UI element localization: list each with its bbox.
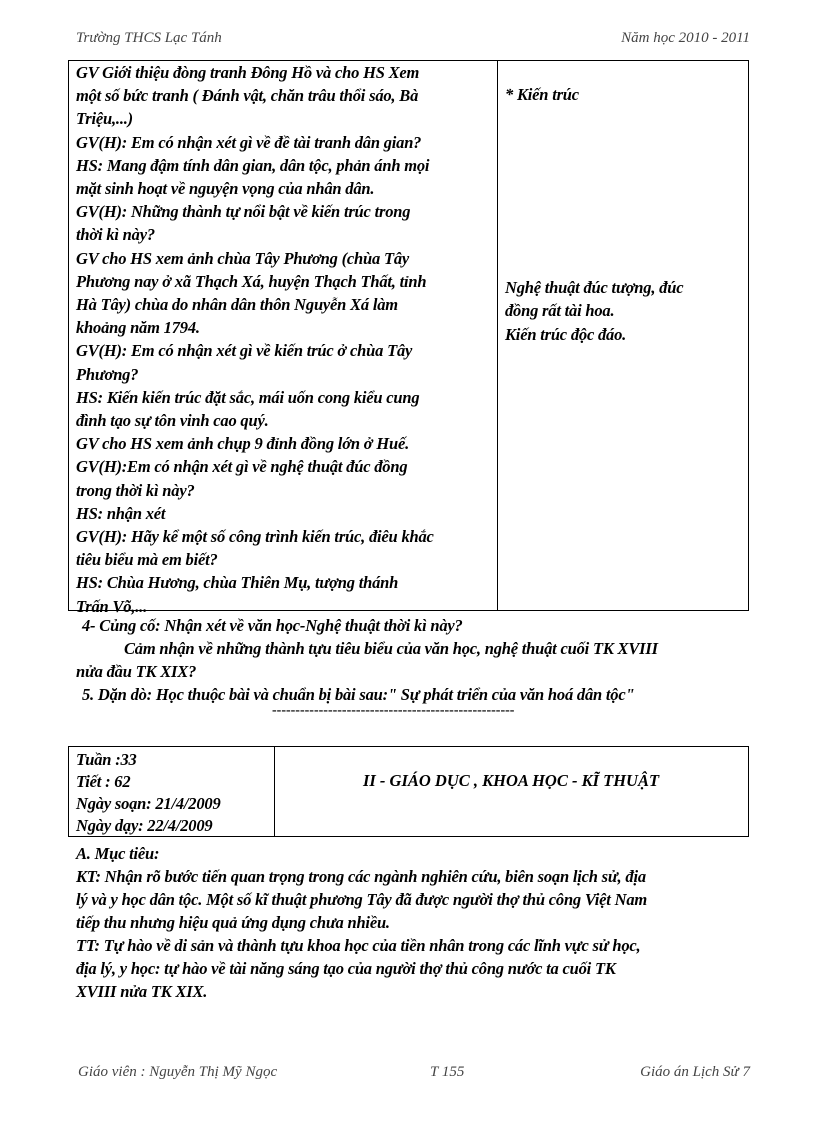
note-line: đồng rất tài hoa.: [505, 301, 615, 321]
activity-left-column: [76, 61, 496, 618]
lesson-info-divider: [274, 747, 275, 836]
activity-line: Phương?: [76, 364, 139, 384]
activity-line: khoảng năm 1794.: [76, 318, 200, 338]
consolidation-section: [76, 614, 756, 706]
activity-line: một số bức tranh ( Đánh vật, chăn trâu thổi sáo, Bà: [76, 86, 419, 106]
lesson-info-left: [76, 749, 221, 837]
activity-line: GV Giới thiệu đòng tranh Đông Hồ và cho HS Xem: [76, 63, 420, 82]
objective-line: tiếp thu nhưng hiệu quả ứng dụng chưa nhiều.: [76, 913, 390, 932]
lesson-info-table: [68, 746, 749, 837]
right-heading-architecture: * Kiến trúc: [505, 85, 579, 104]
footer-subject: Giáo án Lịch Sử 7: [640, 1064, 750, 1080]
lesson-period: Tiết : 62: [76, 772, 131, 791]
objective-line: KT: Nhận rõ bước tiến quan trọng trong các ngành nghiên cứu, biên soạn lịch sử, địa: [76, 867, 646, 886]
activity-line: GV cho HS xem ảnh chùa Tây Phương (chùa Tây: [76, 248, 409, 268]
objectives-section: [76, 842, 756, 1003]
activity-line: GV(H): Em có nhận xét gì về đề tài tranh dân gian?: [76, 132, 422, 152]
activity-table: [68, 60, 749, 616]
activity-line: GV(H):Em có nhận xét gì về nghệ thuật đúc đồng: [76, 457, 408, 477]
table-column-divider: [497, 61, 498, 610]
objective-line: địa lý, y học: tự hào về tài năng sáng tạo của người thợ thủ công nước ta cuối TK: [76, 959, 616, 978]
activity-line: đình tạo sự tôn vinh cao quý.: [76, 411, 269, 431]
activity-line: Hà Tây) chùa do nhân dân thôn Nguyễn Xá làm: [76, 295, 398, 315]
lesson-week: Tuần :33: [76, 750, 137, 769]
activity-right-column: [505, 61, 745, 346]
activity-line: HS: Kiến kiến trúc đặt sắc, mái uốn cong kiểu cung: [76, 387, 420, 407]
objective-line: TT: Tự hào về di sản và thành tựu khoa học của tiền nhân trong các lĩnh vực sử học,: [76, 936, 641, 955]
lesson-prepared-date: Ngày soạn: 21/4/2009: [76, 794, 221, 813]
consolidation-question: Cảm nhận về những thành tựu tiêu biểu của văn học, nghệ thuật cuối TK XVIII: [124, 639, 658, 658]
activity-line: Phương nay ở xã Thạch Xá, huyện Thạch Thất, tỉnh: [76, 271, 427, 291]
activity-line: Trấn Võ,...: [76, 596, 147, 616]
lesson-taught-date: Ngày dạy: 22/4/2009: [76, 816, 213, 835]
homework-instruction: 5. Dặn dò: Học thuộc bài và chuẩn bị bài sau:" Sự phát triển của văn hoá dân tộc": [82, 685, 635, 704]
footer-teacher: Giáo viên : Nguyễn Thị Mỹ Ngọc: [78, 1064, 278, 1080]
footer-page-number: T 155: [430, 1064, 465, 1080]
consolidation-question-cont: nửa đầu TK XIX?: [76, 662, 197, 681]
activity-line: mặt sinh hoạt về nguyện vọng của nhân dân.: [76, 179, 375, 199]
activity-line: GV cho HS xem ảnh chụp 9 đỉnh đồng lớn ở Huế.: [76, 434, 409, 454]
activity-line: HS: Chùa Hương, chùa Thiên Mụ, tượng thánh: [76, 573, 399, 593]
header-school: Trường THCS Lạc Tánh: [76, 30, 222, 46]
lesson-title: II - GIÁO DỤC , KHOA HỌC - KĨ THUẬT: [362, 771, 660, 790]
activity-line: GV(H): Hãy kể một số công trình kiến trúc, điêu khắc: [76, 527, 434, 547]
activity-line: trong thời kì này?: [76, 480, 195, 500]
activity-line: thời kì này?: [76, 225, 155, 245]
section-separator: ----------------------------------------------------: [272, 703, 515, 718]
activity-line: HS: Mang đậm tính dân gian, dân tộc, phản ánh mọi: [76, 155, 430, 175]
objectives-lines: [76, 865, 756, 1003]
activity-line: Triệu,...): [76, 109, 133, 129]
right-notes: [505, 276, 745, 346]
consolidation-heading: 4- Củng cố: Nhận xét về văn học-Nghệ thuật thời kì này?: [82, 616, 463, 635]
objective-line: lý và y học dân tộc. Một số kĩ thuật phương Tây đã được người thợ thủ công Việt Nam: [76, 890, 648, 909]
note-line: Kiến trúc độc đáo.: [505, 324, 627, 344]
objectives-heading: A. Mục tiêu:: [76, 844, 160, 863]
activity-line: GV(H): Em có nhận xét gì về kiến trúc ở chùa Tây: [76, 341, 413, 361]
activity-line: tiêu biểu mà em biết?: [76, 550, 218, 570]
header-school-year: Năm học 2010 - 2011: [621, 30, 750, 46]
activity-line: GV(H): Những thành tự nổi bật về kiến trúc trong: [76, 202, 411, 222]
activity-line: HS: nhận xét: [76, 503, 166, 523]
objective-line: XVIII nửa TK XIX.: [76, 982, 208, 1001]
note-line: Nghệ thuật đúc tượng, đúc: [505, 278, 684, 298]
